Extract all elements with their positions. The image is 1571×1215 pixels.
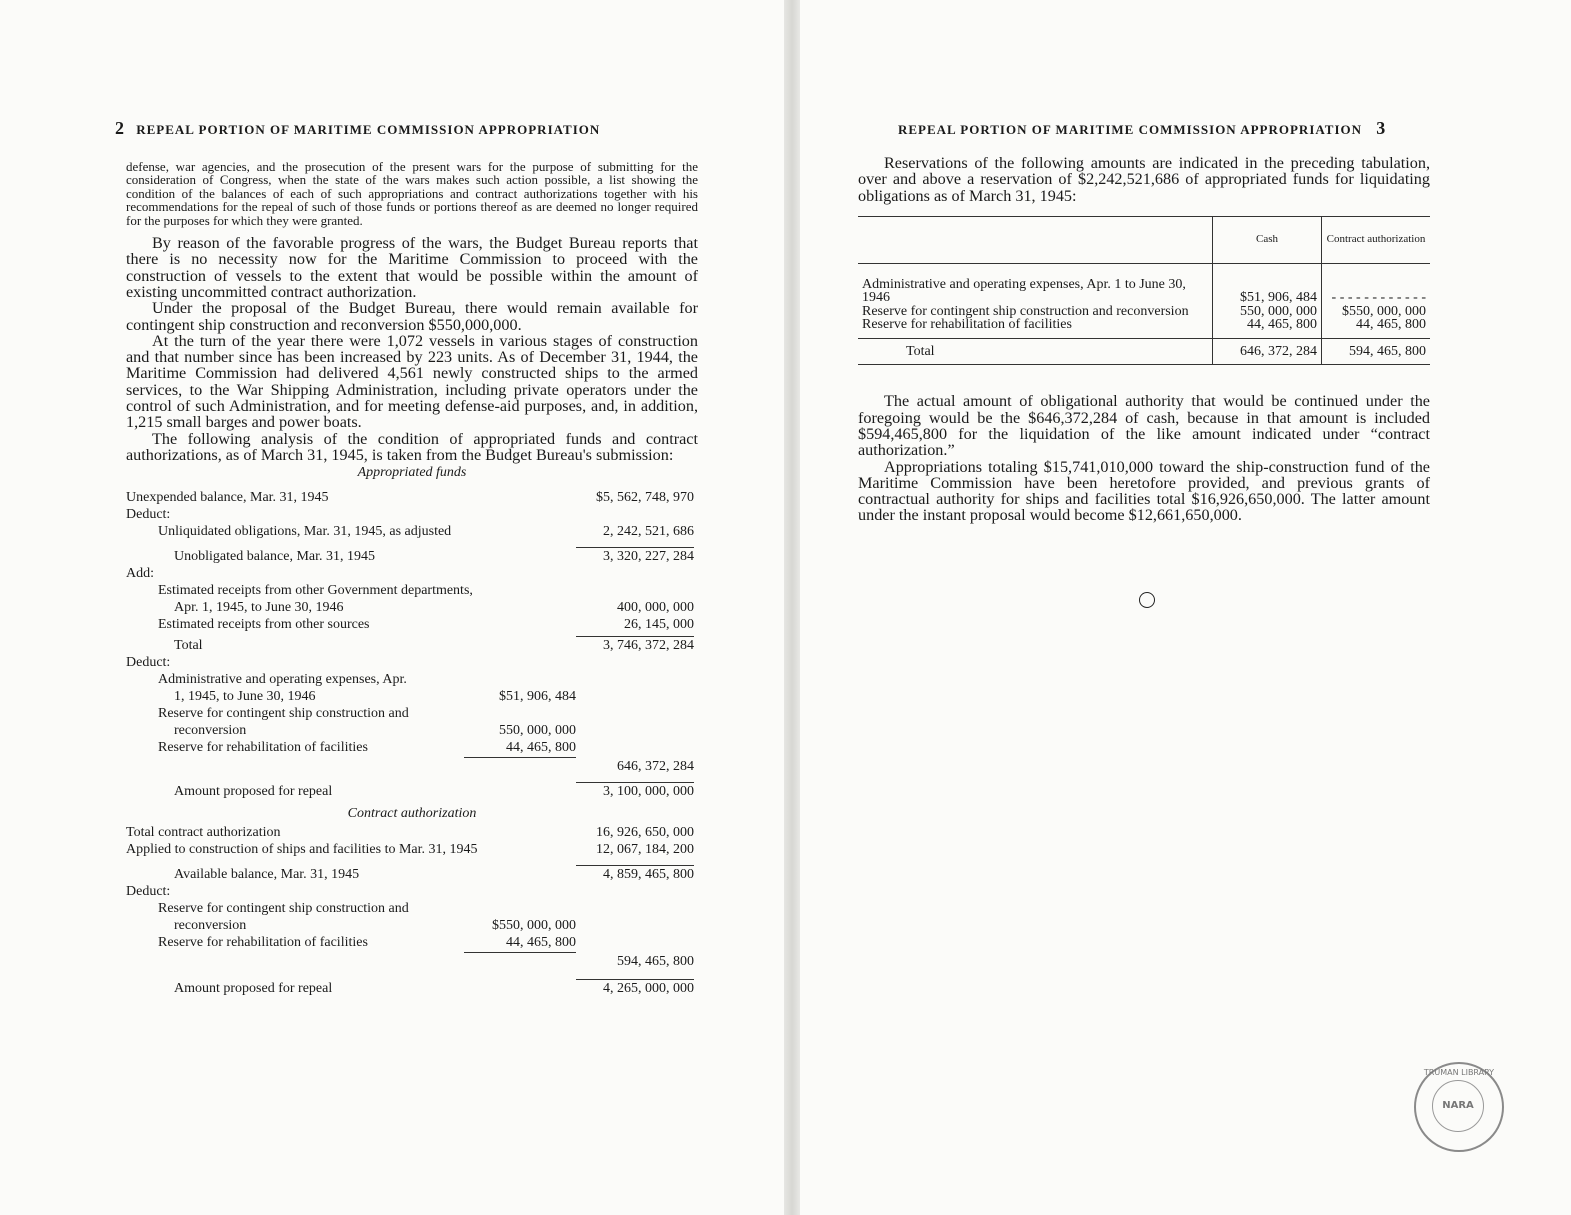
- appropriated-funds-title: Appropriated funds: [357, 465, 467, 481]
- reservations-intro: Reservations of the following amounts are indicated in the preceding tabulation, over and above a reservation of $2,242,521,686 of appropriated funds for liquidating obligations as of March 31, 1945:: [858, 154, 1430, 205]
- table-row: Reserve for rehabilitation of facilities 44, 465, 800 44, 465, 800: [858, 318, 1430, 338]
- table-row: Amount proposed for repeal 3, 100, 000, 000: [174, 784, 694, 800]
- reservations-table: [858, 216, 1430, 366]
- table-row: Total contract authorization 16, 926, 650, 000: [126, 825, 694, 841]
- right-page-header: [898, 118, 1385, 140]
- right-page-running-title: REPEAL PORTION OF MARITIME COMMISSION APPROPRIATION: [898, 122, 1363, 137]
- table-total-row: Total 646, 372, 284 594, 465, 800: [858, 338, 1430, 365]
- paragraph-vessels: At the turn of the year there were 1,072 vessels in various stages of construction and that number since has been increased by 223 units. As of December 31, 1944, the Maritime Commission had delivered 4,561 newly constructed ships to the armed services, to the War Shipping Administration, including private operators under the control of such Administration, and for meeting defense-aid purposes, and, in addition, 1,215 small barges and power boats.: [126, 331, 698, 432]
- table-row: Apr. 1, 1945, to June 30, 1946 400, 000, 000: [174, 600, 694, 616]
- left-page-header: [115, 118, 600, 140]
- left-page: [0, 0, 784, 1215]
- paragraph-budget-proposal: Under the proposal of the Budget Bureau, there would remain available for contingent ship construction and reconversion $550,000,000.: [126, 299, 698, 334]
- table-row: Deduct:: [126, 507, 171, 523]
- table-row: Total 3, 746, 372, 284: [174, 638, 694, 654]
- table-row: Amount proposed for repeal 4, 265, 000, 000: [174, 981, 694, 997]
- column-header-contract: Contract authorization: [1322, 216, 1431, 263]
- table-row: Reserve for contingent ship construction and: [158, 706, 409, 722]
- table-row: 646, 372, 284: [126, 758, 698, 775]
- left-text-column: [126, 160, 698, 997]
- table-header-row: [858, 216, 1430, 263]
- table-row: Estimated receipts from other Government departments,: [158, 583, 473, 599]
- paragraph-favorable-progress: By reason of the favorable progress of the wars, the Budget Bureau reports that there is no necessity now for the Maritime Commission to proceed with the construction of vessels to the extent that would be possible within the amount of existing uncommitted contract authorization.: [126, 234, 698, 301]
- intro-paragraph: defense, war agencies, and the prosecution of the present wars for the purpose of submitting for the consideration of Congress, when the state of the wars makes such action possible, a list showing the condition of the balances of each of such appropriations and contract authorizations together with his recommendations for the repeal of such of those funds or portions thereof as are deemed no longer required for the purposes for which they were granted.: [126, 159, 698, 228]
- book-gutter: [784, 0, 800, 1215]
- table-row: reconversion 550, 000, 000: [174, 723, 576, 739]
- table-row: Unobligated balance, Mar. 31, 1945 3, 320, 227, 284: [174, 549, 694, 565]
- table-row: Available balance, Mar. 31, 1945 4, 859, 465, 800: [174, 867, 694, 883]
- table-row: Unliquidated obligations, Mar. 31, 1945, as adjusted 2, 242, 521, 686: [158, 524, 694, 540]
- table-row: Reserve for contingent ship construction and: [158, 901, 409, 917]
- circle-mark: [1139, 592, 1155, 608]
- right-page: [800, 0, 1571, 1215]
- library-stamp-icon: TRUMAN LIBRARY NARA: [1414, 1062, 1504, 1152]
- contract-authorization-table: [126, 806, 698, 997]
- table-row: 594, 465, 800: [126, 953, 698, 970]
- table-row: reconversion $550, 000, 000: [174, 918, 576, 934]
- table-row: Reserve for contingent ship construction and reconversion 550, 000, 000 $550, 000, 000: [858, 305, 1430, 319]
- column-header-cash: Cash: [1213, 216, 1322, 263]
- left-page-running-title: REPEAL PORTION OF MARITIME COMMISSION APPROPRIATION: [136, 122, 601, 137]
- table-row: Estimated receipts from other sources 26, 145, 000: [158, 617, 694, 633]
- table-row: Reserve for rehabilitation of facilities 44, 465, 800: [158, 740, 576, 756]
- table-row: 1, 1945, to June 30, 1946 $51, 906, 484: [174, 689, 576, 705]
- sum-rule: [464, 757, 576, 758]
- paragraph-obligational-authority: The actual amount of obligational authority that would be continued under the foregoing would be the $646,372,284 of cash, because in that amount is included $594,465,800 for the liquidation of the like amount indicated under “contract authorization.”: [858, 392, 1430, 460]
- table-row: Deduct:: [126, 884, 171, 900]
- table-row: Applied to construction of ships and facilities to Mar. 31, 1945 12, 067, 184, 200: [126, 842, 694, 858]
- column-header-item: [858, 216, 1213, 263]
- right-page-number: 3: [1376, 118, 1386, 138]
- left-page-number: 2: [115, 118, 124, 138]
- table-row: Deduct:: [126, 655, 171, 671]
- paragraph-appropriations-total: Appropriations totaling $15,741,010,000 toward the ship-construction fund of the Maritime Commission have been heretofore provided, and previous grants of contractual authority for ships and facilities total $16,926,650,000. The latter amount under the instant proposal would become $12,661,650,000.: [858, 457, 1430, 525]
- table-row: Reserve for rehabilitation of facilities 44, 465, 800: [158, 935, 576, 951]
- table-row: Administrative and operating expenses, Apr. 1 to June 30, 1946 $51, 906, 484 - - - - - - - - - - - -: [858, 263, 1430, 305]
- contract-authorization-title: Contract authorization: [347, 806, 477, 822]
- sum-rule: [464, 952, 576, 953]
- paragraph-analysis-intro: The following analysis of the condition of appropriated funds and contract authorizations, as of March 31, 1945, is taken from the Budget Bureau's submission:: [126, 429, 698, 464]
- table-row: Unexpended balance, Mar. 31, 1945 $5, 562, 748, 970: [126, 490, 694, 506]
- right-text-column: [858, 155, 1430, 524]
- table-row: Administrative and operating expenses, Apr.: [158, 672, 407, 688]
- appropriated-funds-table: [126, 465, 698, 800]
- table-row: Add:: [126, 566, 154, 582]
